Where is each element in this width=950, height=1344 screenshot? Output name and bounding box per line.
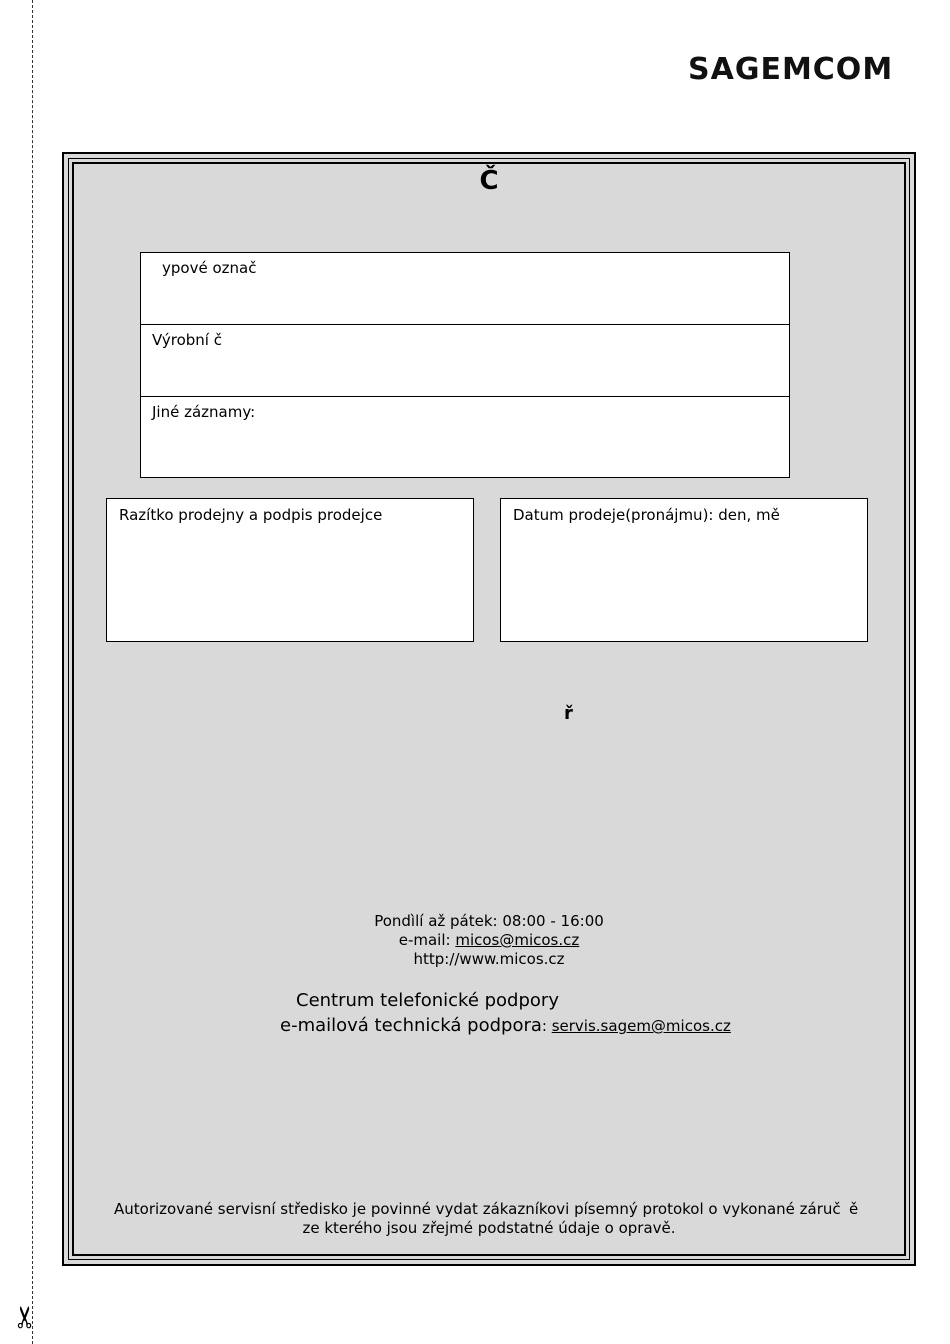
- other-notes-label: Jiné záznamy:: [152, 403, 256, 421]
- serial-number-field[interactable]: [141, 325, 789, 397]
- sale-date-label: Datum prodeje(pronájmu): den, mě: [513, 506, 780, 524]
- product-info-table: [140, 252, 790, 478]
- support-email-link[interactable]: servis.sagem@micos.cz: [551, 1017, 731, 1035]
- cut-line: [32, 0, 33, 1344]
- support-email-label: e-mailová technická podpora: [280, 1015, 542, 1036]
- seller-stamp-box[interactable]: [106, 498, 474, 642]
- sale-date-box[interactable]: [500, 498, 868, 642]
- footer-line-1: Autorizované servisní středisko je povinné vydat zákazníkovi písemný protokol o vykonané záruč: [114, 1200, 841, 1218]
- footer-line-2: ze kterého jsou zřejmé podstatné údaje o opravě.: [302, 1219, 676, 1237]
- sagemcom-logo: SAGEMCOM: [688, 52, 894, 87]
- support-email-separator: :: [541, 1017, 552, 1035]
- type-field[interactable]: [141, 253, 789, 325]
- section-glyph: ř: [564, 703, 573, 724]
- card-title: Č: [479, 166, 499, 196]
- email-link[interactable]: micos@micos.cz: [455, 931, 580, 949]
- serial-number-label: Výrobní č: [152, 331, 222, 349]
- support-email-line: [280, 1015, 731, 1036]
- other-notes-field[interactable]: [141, 397, 789, 477]
- email-line: [64, 931, 914, 950]
- support-center-title: Centrum telefonické podpory: [296, 990, 559, 1011]
- contact-info: [64, 912, 914, 969]
- scissors-icon: ✂: [8, 1304, 44, 1330]
- warranty-card: [62, 152, 916, 1266]
- type-field-label: ypové označ: [162, 259, 257, 277]
- seller-stamp-label: Razítko prodejny a podpis prodejce: [119, 506, 383, 524]
- footer-line-1-tail: ě: [849, 1200, 859, 1218]
- business-hours: Pondìlí až pátek: 08:00 - 16:00: [374, 912, 604, 930]
- website-link[interactable]: http://www.micos.cz: [413, 950, 565, 968]
- email-label: e-mail:: [398, 931, 456, 949]
